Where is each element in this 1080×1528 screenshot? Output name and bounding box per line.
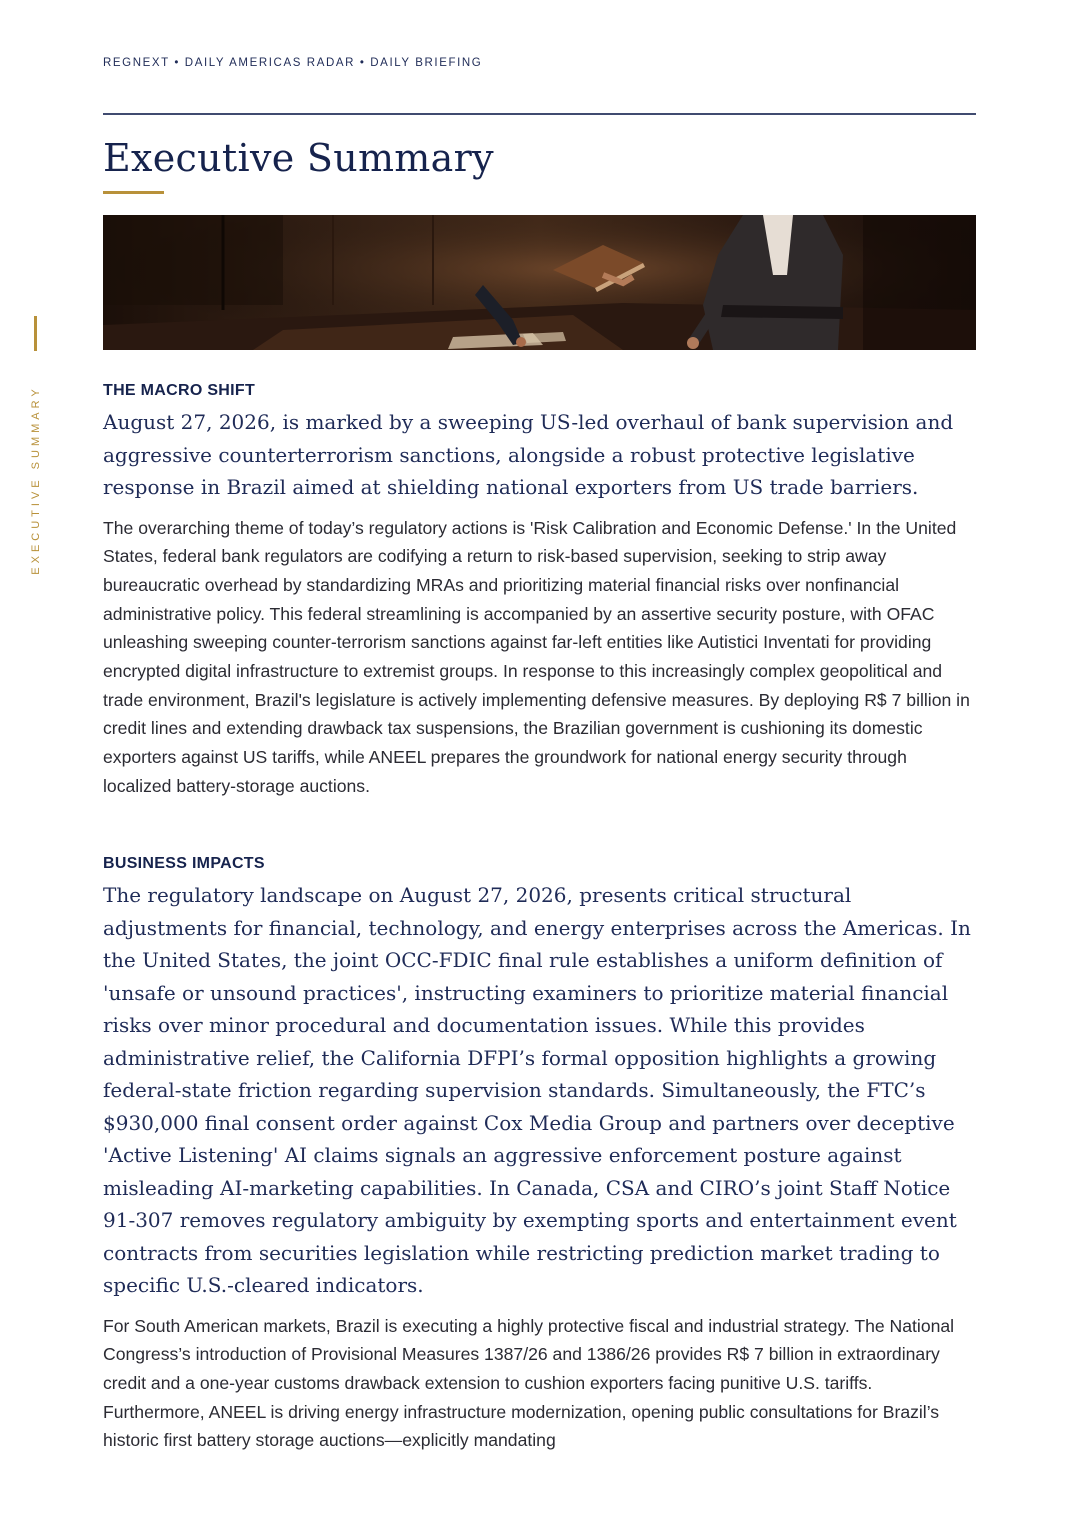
business-impacts-heading: BUSINESS IMPACTS: [103, 855, 265, 872]
macro-shift-heading: THE MACRO SHIFT: [103, 382, 256, 399]
macro-shift-lede: August 27, 2026, is marked by a sweeping US-led overhaul of bank supervision and aggressive counterterrorism sanctions, alongside a robust protective legislative response in Brazil aimed at shielding national exporters from US trade barriers.: [103, 410, 954, 499]
business-impacts-body: For South American markets, Brazil is executing a highly protective fiscal and industrial strategy. The National Congress’s introduction of Provisional Measures 1387/26 and 1386/26 provides R$ 7 billion in extraordinary credit and a one-year customs drawback extension to cushion exporters facing punitive U.S. tariffs. Furthermore, ANEEL is driving energy infrastructure modernization, opening public consultations for Brazil’s historic first battery storage auctions—explicitly mandating: [103, 1315, 955, 1451]
header-divider: [103, 113, 976, 115]
hero-image: [103, 215, 976, 350]
business-impacts-lede: The regulatory landscape on August 27, 2026, presents critical structural adjustments for financial, technology, and energy enterprises across the Americas. In the United States, the joint OCC-FDIC final rule establishes a uniform definition of 'unsafe or unsound practices', instructing examiners to prioritize material financial risks over minor procedural and documentation issues. While this provides administrative relief, the California DFPI’s formal opposition highlights a growing federal-state friction regarding supervision standards. Simultaneously, the FTC’s $930,000 final consent order against Cox Media Group and partners over deceptive 'Active Listening' AI claims signals an aggressive enforcement posture against misleading AI-marketing capabilities. In Canada, CSA and CIRO’s joint Staff Notice 91-307 removes regulatory ambiguity by exempting sports and entertainment event contracts from securities legislation while restricting prediction market trading to specific U.S.-cleared indicators.: [103, 883, 971, 1297]
document-meta-header: REGNEXT • DAILY AMERICAS RADAR • DAILY BRIEFING: [103, 57, 483, 69]
page-title: Executive Summary: [103, 136, 494, 180]
title-accent-rule: [103, 191, 164, 194]
sidebar-accent-bar: [34, 316, 37, 351]
macro-shift-section: [103, 382, 976, 801]
macro-shift-body: The overarching theme of today’s regulatory actions is 'Risk Calibration and Economic Defense.' In the United States, federal bank regulators are codifying a return to risk-based supervision, seeking to strip away bureaucratic overhead by standardizing MRAs and prioritizing material financial risks over nonfinancial administrative policy. This federal streamlining is accompanied by an assertive security posture, with OFAC unleashing sweeping counter-terrorism sanctions against far-left entities like Autistici Inventati for providing encrypted digital infrastructure to extremist groups. In response to this increasingly complex geopolitical and trade environment, Brazil's legislature is actively implementing defensive measures. By deploying R$ 7 billion in credit lines and extending drawback tax suspensions, the Brazilian government is cushioning its domestic exporters against US tariffs, while ANEEL prepares the groundwork for national energy security through localized battery-storage auctions.: [103, 517, 970, 796]
business-impacts-section: [103, 855, 976, 1455]
sidebar-section-label: EXECUTIVE SUMMARY: [30, 385, 42, 575]
